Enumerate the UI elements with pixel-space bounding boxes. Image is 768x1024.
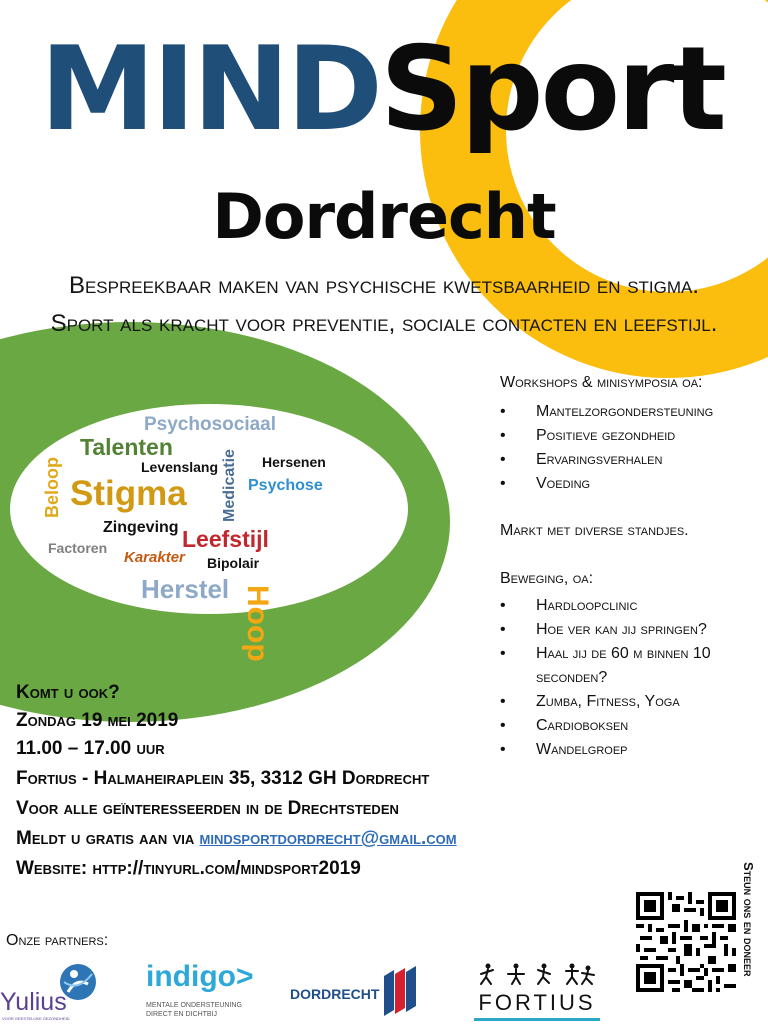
fortius-athletes-icon [478,962,596,988]
partners-heading: Onze partners: [6,932,109,949]
cloud-word-psychosociaal: Psychosociaal [144,414,277,435]
cloud-word-hersenen: Hersenen [262,454,326,470]
cloud-word-zingeving: Zingeving [103,519,179,536]
workshops-heading: Workshops & minisymposia oa: [500,374,703,391]
event-question: Komt u ook? [16,682,120,703]
list-item: • Zumba, Fitness, Yoga [500,690,762,714]
list-item: • Haal jij de 60 m binnen 10 seconden? [500,642,762,690]
list-item: • Voeding [500,472,762,496]
dordrecht-shield-icon [382,966,418,1018]
cloud-word-leefstijl: Leefstijl [182,526,269,552]
cloud-word-factoren: Factoren [48,540,108,556]
cloud-word-stigma: Stigma [70,474,187,513]
fortius-logo[interactable] [474,962,600,1022]
dordrecht-logo[interactable] [290,962,426,1022]
cloud-word-talenten: Talenten [80,434,173,460]
market-text: Markt met diverse standjes. [500,522,689,539]
yulius-wordmark: Yulius [0,988,67,1016]
cloud-word-herstel: Herstel [141,574,230,604]
qr-code-icon[interactable] [636,892,736,992]
tagline-line-2: Sport als kracht voor preventie, sociale contacten en leefstijl. [50,310,718,337]
list-item: • Hardloopclinic [500,594,762,618]
fortius-underline [474,1018,600,1021]
movement-heading: Beweging, oa: [500,570,594,587]
signup-prefix: Meldt u gratis aan via [16,828,200,849]
event-date: Zondag 19 mei 2019 [16,710,179,731]
cloud-word-levenslang: Levenslang [141,459,219,475]
cloud-word-bipolair: Bipolair [207,555,260,571]
dordrecht-wordmark: DORDRECHT [290,986,380,1002]
fortius-wordmark: FORTIUS [478,990,596,1015]
list-item: • Wandelgroep [500,738,762,762]
email-link[interactable]: mindsportdordrecht@gmail.com [199,828,457,849]
event-location: Fortius - Halmaheiraplein 35, 3312 GH Dordrecht [16,768,430,789]
indigo-tagline-1: MENTALE ONDERSTEUNING [146,1002,242,1009]
page-subtitle: Dordrecht [212,180,556,253]
indigo-logo[interactable] [146,960,256,1020]
website-line[interactable]: Website: http://tinyurl.com/mindsport2019 [16,858,361,879]
cloud-word-hoop: Hoop [241,585,274,662]
title-sport: Sport [379,22,724,157]
list-item: • Positieve gezondheid [500,424,762,448]
list-item: • Cardioboksen [500,714,762,738]
tagline-line-1: Bespreekbaar maken van psychische kwetsbaarheid en stigma. [68,272,700,299]
page-title [40,22,724,157]
indigo-wordmark: indigo> [146,960,254,993]
event-audience: Voor alle geïnteresseerden in de Drechtsteden [16,798,399,819]
event-time: 11.00 – 17.00 uur [16,738,165,759]
list-item: • Hoe ver kan jij springen? [500,618,762,642]
cloud-word-medicatie: Medicatie [221,449,238,522]
yulius-logo[interactable] [0,960,110,1022]
cloud-word-beloop: Beloop [42,457,62,518]
title-mind: MIND [40,22,380,157]
donate-text: Steun ons en doneer [741,862,756,977]
movement-list [500,594,762,762]
signup-line [16,828,457,850]
indigo-tagline-2: DIRECT EN DICHTBIJ [146,1011,218,1018]
list-item: • Ervaringsverhalen [500,448,762,472]
list-item: • Mantelzorgondersteuning [500,400,762,424]
workshops-list [500,400,762,496]
cloud-word-psychose: Psychose [248,477,323,494]
cloud-word-karakter: Karakter [124,549,185,566]
yulius-tagline: VOOR GEESTELIJKE GEZONDHEID [2,1016,70,1021]
